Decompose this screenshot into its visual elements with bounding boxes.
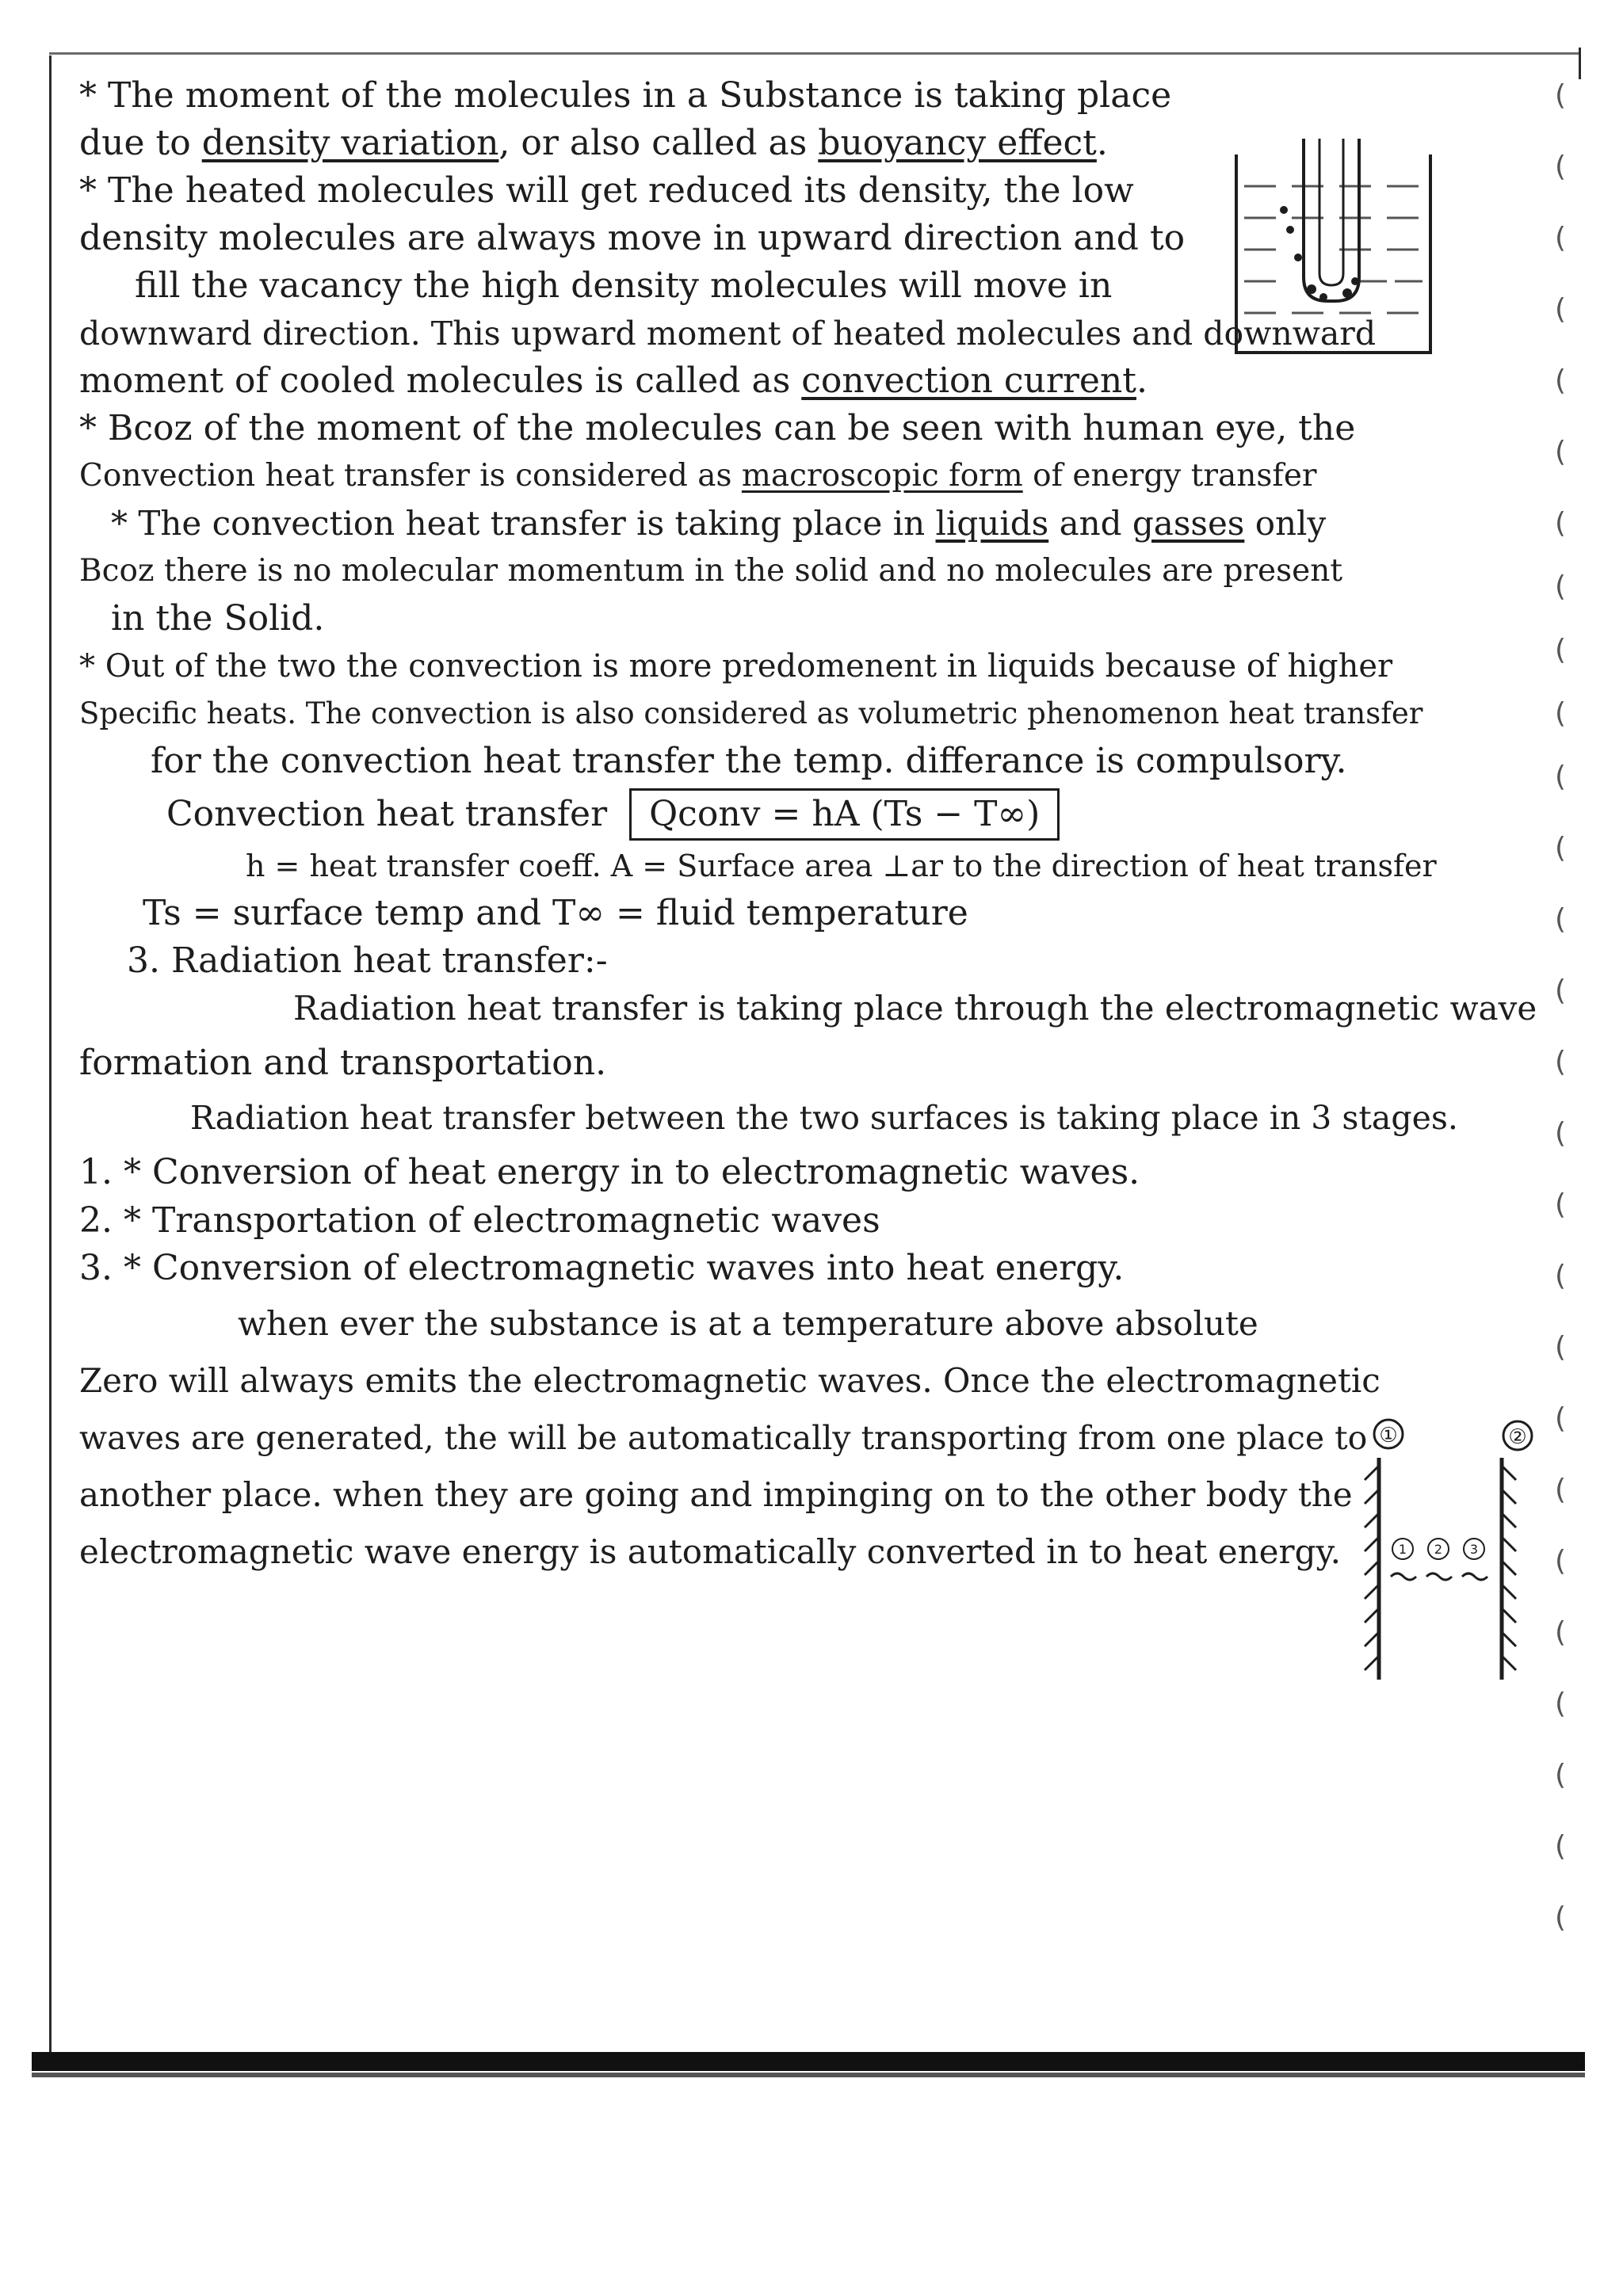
text-line: in the Solid.	[111, 598, 325, 639]
svg-text:2: 2	[1434, 1542, 1443, 1557]
text-line: Bcoz there is no molecular momentum in the solid and no molecules are present	[79, 553, 1343, 589]
text-line: * The heated molecules will get reduced its density, the low	[79, 170, 1134, 211]
underlined-term: gasses	[1132, 504, 1245, 543]
text-line: * Out of the two the convection is more predomenent in liquids because of higher	[79, 648, 1393, 685]
page-border-left	[49, 55, 52, 2056]
formula-label: Convection heat transfer	[166, 794, 608, 834]
list-item: 3. * Conversion of electromagnetic waves into heat energy.	[79, 1248, 1125, 1288]
formula-line	[79, 788, 1569, 845]
svg-text:3: 3	[1469, 1542, 1479, 1557]
scan-edge-bar-thin	[32, 2073, 1585, 2077]
text-line: downward direction. This upward moment of heated molecules and downward	[79, 315, 1377, 353]
text-line: Ts = surface temp and T∞ = fluid temperature	[143, 893, 968, 933]
text-line: due to density variation, or also called as buoyancy effect.	[79, 123, 1108, 163]
text-line: formation and transportation.	[79, 1043, 607, 1083]
underlined-term: liquids	[935, 504, 1049, 543]
text-line: h = heat transfer coeff. A = Surface area ⊥ar to the direction of heat transfer	[246, 849, 1437, 883]
text-line: * Bcoz of the moment of the molecules can be seen with human eye, the	[79, 408, 1356, 448]
text-line: Convection heat transfer is considered as macroscopic form of energy transfer	[79, 458, 1317, 494]
list-item: 2. * Transportation of electromagnetic waves	[79, 1200, 880, 1241]
underlined-term: buoyancy effect	[818, 123, 1097, 163]
convection-formula-box	[629, 788, 1060, 841]
section-heading: 3. Radiation heat transfer:-	[127, 940, 608, 981]
page-border-top	[49, 52, 1579, 55]
text-line: fill the vacancy the high density molecules will move in	[135, 265, 1113, 306]
text-line: for the convection heat transfer the temp. differance is compulsory.	[151, 741, 1347, 781]
text-line: Specific heats. The convection is also considered as volumetric phenomenon heat transfer	[79, 696, 1423, 730]
text-line: Zero will always emits the electromagnetic waves. Once the electromagnetic	[79, 1361, 1381, 1400]
list-item: 1. * Conversion of heat energy in to electromagnetic waves.	[79, 1152, 1140, 1192]
text-line: * The moment of the molecules in a Substance is taking place	[79, 75, 1172, 116]
underlined-term: density variation	[201, 123, 499, 163]
convection-formula: Qconv = hA (Ts − T∞)	[649, 794, 1041, 834]
text-line: electromagnetic wave energy is automatically converted in to heat energy.	[79, 1532, 1341, 1571]
text-line: Radiation heat transfer is taking place through the electromagnetic wave	[293, 989, 1537, 1028]
text-line: * The convection heat transfer is taking place in liquids and gasses only	[111, 504, 1327, 543]
underlined-term: convection current	[801, 360, 1136, 401]
scan-edge-bar	[32, 2052, 1585, 2071]
text-line: another place. when they are going and impinging on to the other body the	[79, 1475, 1353, 1514]
plate-2-label: ②	[1508, 1425, 1527, 1449]
text-line: Radiation heat transfer between the two surfaces is taking place in 3 stages.	[190, 1099, 1458, 1137]
handwritten-notes	[79, 75, 1569, 1581]
text-line: when ever the substance is at a temperature above absolute	[238, 1304, 1258, 1343]
text-line: moment of cooled molecules is called as convection current.	[79, 360, 1148, 401]
svg-text:1: 1	[1398, 1542, 1407, 1557]
plate-1-label: ①	[1379, 1424, 1398, 1447]
text-line: density molecules are always move in upward direction and to	[79, 218, 1186, 258]
text-line: waves are generated, the will be automatically transporting from one place to	[79, 1419, 1368, 1457]
binding-hole-marks: ( ( ( ( ( ( ( ( ( ( ( ( ( ( ( ( ( ( ( ( ( ( ( ( ( ( (	[1555, 79, 1567, 1934]
underlined-term: macroscopic form	[741, 458, 1023, 494]
